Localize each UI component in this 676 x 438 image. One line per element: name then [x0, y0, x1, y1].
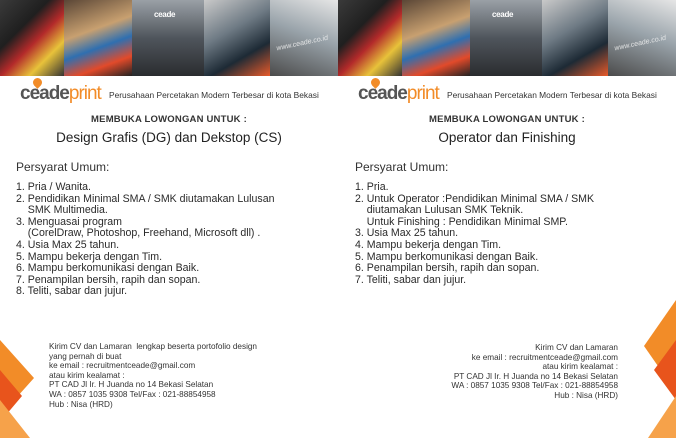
contact-info	[451, 343, 618, 401]
photo-color-swatches	[64, 0, 132, 76]
list-item: 2. Untuk Operator :Pendidikan Minimal SMA / SMK	[355, 192, 595, 205]
company-header	[338, 82, 676, 104]
list-item: 7. Penampilan bersih, rapih dan sopan.	[16, 273, 201, 286]
corner-decoration-left	[0, 300, 42, 438]
contact-line: Kirim CV dan Lamaran lengkap beserta portofolio design	[49, 342, 257, 351]
photo-designer-monitor	[542, 0, 608, 76]
photo-color-swatches	[402, 0, 470, 76]
photo-watermark: www.ceade.co.id	[613, 34, 667, 53]
requirements-title: Persyarat Umum:	[16, 160, 110, 174]
photo-office	[132, 0, 204, 76]
contact-line: atau kirim kealamat :	[49, 370, 125, 380]
list-item: 5. Mampu bekerja dengan Tim.	[16, 250, 163, 263]
photo-printing-products	[338, 0, 402, 76]
photo-office	[470, 0, 542, 76]
list-item: 4. Usia Max 25 tahun.	[16, 238, 120, 251]
opening-heading: MEMBUKA LOWONGAN UNTUK :	[91, 114, 247, 125]
requirements-list	[16, 182, 275, 298]
list-item: (CorelDraw, Photoshop, Freehand, Microsoft dll) .	[16, 227, 261, 240]
requirements-title: Persyarat Umum:	[355, 160, 449, 174]
list-item: 4. Mampu bekerja dengan Tim.	[355, 238, 502, 251]
list-item: 1. Pria / Wanita.	[16, 181, 91, 193]
poster-panel-operator	[338, 0, 676, 438]
contact-line: WA : 0857 1035 9308 Tel/Fax : 021-88854958	[451, 381, 618, 391]
contact-line: PT CAD Jl Ir. H Juanda no 14 Bekasi Selatan	[453, 371, 618, 381]
corner-decoration-right	[634, 300, 676, 438]
opening-heading: MEMBUKA LOWONGAN UNTUK :	[429, 114, 585, 125]
requirements-list	[355, 182, 594, 286]
position-title: Operator dan Finishing	[438, 130, 576, 145]
company-header	[0, 82, 338, 104]
photo-designer-monitor	[204, 0, 270, 76]
contact-line: atau kirim kealamat :	[542, 362, 618, 372]
list-item: 1. Pria.	[355, 181, 389, 193]
contact-line: Kirim CV dan Lamaran	[535, 343, 618, 352]
list-item: Untuk Finishing : Pendidikan Minimal SMP.	[355, 215, 568, 228]
contact-line: ke email : recruitmentceade@gmail.com	[471, 352, 618, 362]
photo-brand-text: ceade	[154, 10, 176, 19]
position-title: Design Grafis (DG) dan Dekstop (CS)	[56, 130, 282, 145]
photo-brand-text: ceade	[492, 10, 514, 19]
contact-line: Hub : Nisa (HRD)	[49, 399, 113, 409]
list-item: 3. Usia Max 25 tahun.	[355, 227, 459, 240]
contact-line: Hub : Nisa (HRD)	[554, 390, 618, 400]
list-item: 3. Menguasai program	[16, 215, 122, 228]
contact-line: WA : 0857 1035 9308 Tel/Fax : 021-88854958	[49, 389, 216, 399]
company-tagline: Perusahaan Percetakan Modern Terbesar di kota Bekasi	[109, 90, 319, 100]
list-item: 6. Mampu berkomunikasi dengan Baik.	[16, 262, 200, 275]
photo-print-machine	[270, 0, 338, 76]
company-tagline: Perusahaan Percetakan Modern Terbesar di kota Bekasi	[447, 90, 657, 100]
photo-print-machine	[608, 0, 676, 76]
photo-strip	[0, 0, 338, 76]
list-item: SMK Multimedia.	[16, 204, 108, 217]
company-logo: ceadeprint	[20, 83, 101, 104]
list-item: 2. Pendidikan Minimal SMA / SMK diutamakan Lulusan	[16, 192, 275, 205]
photo-watermark: www.ceade.co.id	[275, 34, 329, 53]
list-item: 6. Penampilan bersih, rapih dan sopan.	[355, 262, 540, 275]
contact-line: yang pernah di buat	[49, 351, 122, 361]
contact-line: ke email : recruitmentceade@gmail.com	[49, 361, 196, 371]
list-item: diutamakan Lulusan SMK Teknik.	[355, 204, 524, 217]
contact-info	[49, 342, 257, 409]
photo-strip	[338, 0, 676, 76]
list-item: 5. Mampu berkomunikasi dengan Baik.	[355, 250, 539, 263]
photo-printing-products	[0, 0, 64, 76]
list-item: 8. Teliti, sabar dan jujur.	[16, 285, 128, 298]
company-logo: ceadeprint	[358, 83, 439, 104]
contact-line: PT CAD Jl Ir. H Juanda no 14 Bekasi Selatan	[49, 380, 214, 390]
list-item: 7. Teliti, sabar dan jujur.	[355, 273, 467, 286]
